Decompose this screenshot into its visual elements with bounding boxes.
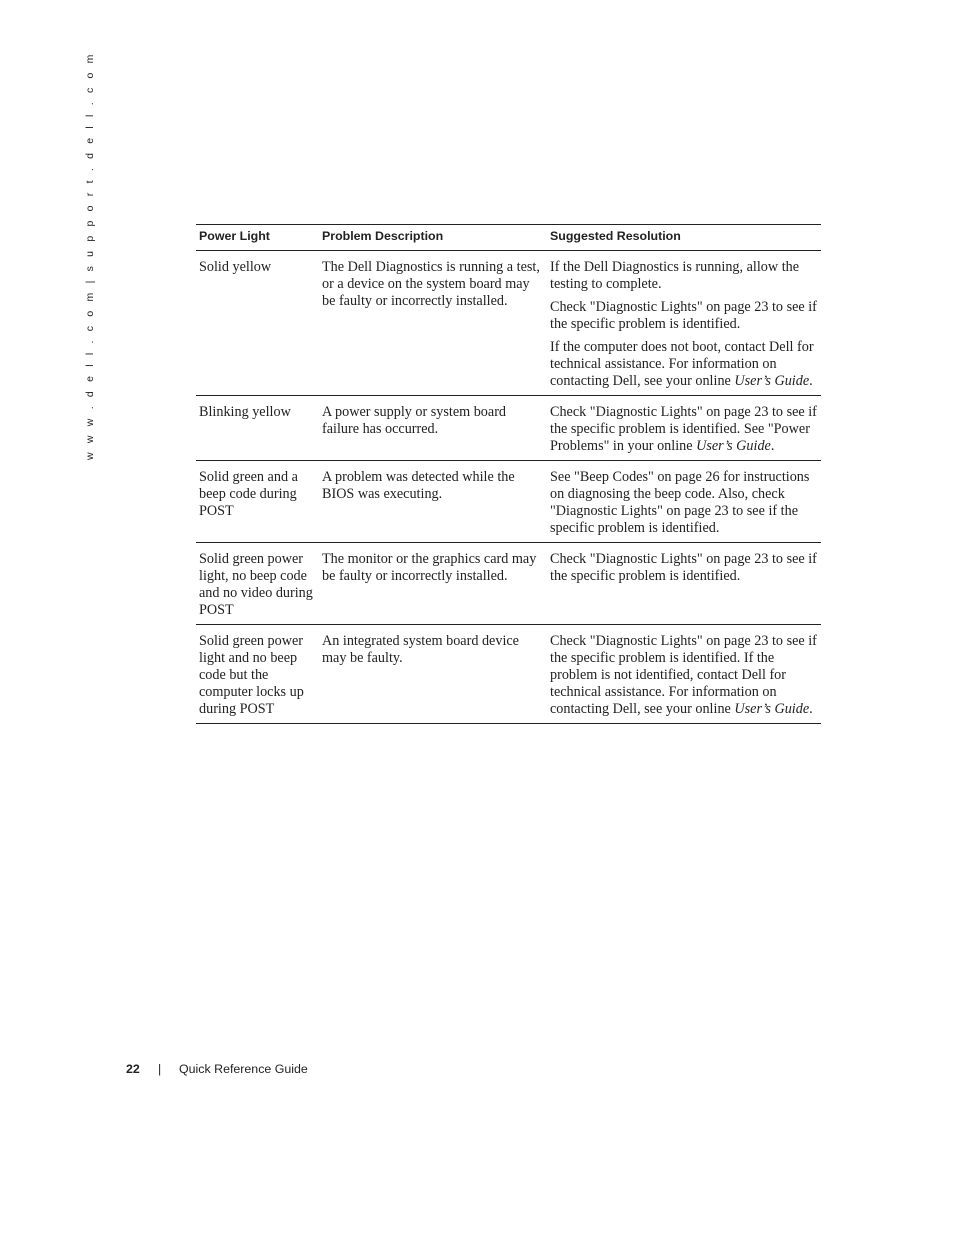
- resolution-paragraph: Check "Diagnostic Lights" on page 23 to see if the specific problem is identified. If the problem is not identified, contact Dell for technical assistance. For information on contacting Dell, see your online User’s Guide.: [550, 633, 817, 717]
- resolution-cell: [547, 461, 821, 543]
- power-light-cell: Solid green power light and no beep code but the computer locks up during POST: [196, 625, 319, 724]
- resolution-paragraph: Check "Diagnostic Lights" on page 23 to see if the specific problem is identified.: [550, 551, 817, 584]
- power-light-cell: Solid green and a beep code during POST: [196, 461, 319, 543]
- resolution-paragraph: If the Dell Diagnostics is running, allow the testing to complete.: [550, 259, 800, 292]
- page-number: 22: [126, 1062, 140, 1076]
- footer-title: Quick Reference Guide: [179, 1062, 308, 1076]
- resolution-paragraph: If the computer does not boot, contact Dell for technical assistance. For information on contacting Dell, see your online User’s Guide.: [550, 339, 814, 389]
- footer-separator: |: [158, 1062, 162, 1076]
- table-row: [196, 461, 821, 543]
- header-suggested-resolution: Suggested Resolution: [547, 225, 821, 251]
- header-power-light: Power Light: [196, 225, 319, 251]
- resolution-paragraph: Check "Diagnostic Lights" on page 23 to see if the specific problem is identified.: [550, 299, 817, 332]
- table-row: [196, 625, 821, 724]
- table-row: [196, 251, 821, 396]
- users-guide-title: User’s Guide: [734, 701, 810, 717]
- resolution-cell: [547, 543, 821, 625]
- power-light-table: [196, 224, 821, 724]
- users-guide-title: User’s Guide: [734, 373, 810, 389]
- problem-cell: An integrated system board device may be faulty.: [319, 625, 547, 724]
- power-light-cell: Blinking yellow: [196, 396, 319, 461]
- resolution-paragraph: Check "Diagnostic Lights" on page 23 to see if the specific problem is identified. See "Power Problems" in your online User’s Guide.: [550, 404, 817, 454]
- table-row: [196, 543, 821, 625]
- resolution-cell: [547, 251, 821, 396]
- problem-cell: The Dell Diagnostics is running a test, or a device on the system board may be faulty or incorrectly installed.: [319, 251, 547, 396]
- problem-cell: A power supply or system board failure has occurred.: [319, 396, 547, 461]
- resolution-cell: [547, 625, 821, 724]
- side-url: w w w . d e l l . c o m | s u p p o r t . d e l l . c o m: [84, 51, 96, 460]
- table-row: [196, 396, 821, 461]
- resolution-paragraph: See "Beep Codes" on page 26 for instructions on diagnosing the beep code. Also, check "Diagnostic Lights" on page 23 to see if the specific problem is identified.: [550, 469, 810, 536]
- power-light-cell: Solid green power light, no beep code and no video during POST: [196, 543, 319, 625]
- header-problem-description: Problem Description: [319, 225, 547, 251]
- page-footer: [0, 1062, 954, 1082]
- problem-cell: The monitor or the graphics card may be faulty or incorrectly installed.: [319, 543, 547, 625]
- resolution-cell: [547, 396, 821, 461]
- power-light-cell: Solid yellow: [196, 251, 319, 396]
- table-header-row: [196, 225, 821, 251]
- problem-cell: A problem was detected while the BIOS was executing.: [319, 461, 547, 543]
- users-guide-title: User’s Guide: [696, 438, 771, 454]
